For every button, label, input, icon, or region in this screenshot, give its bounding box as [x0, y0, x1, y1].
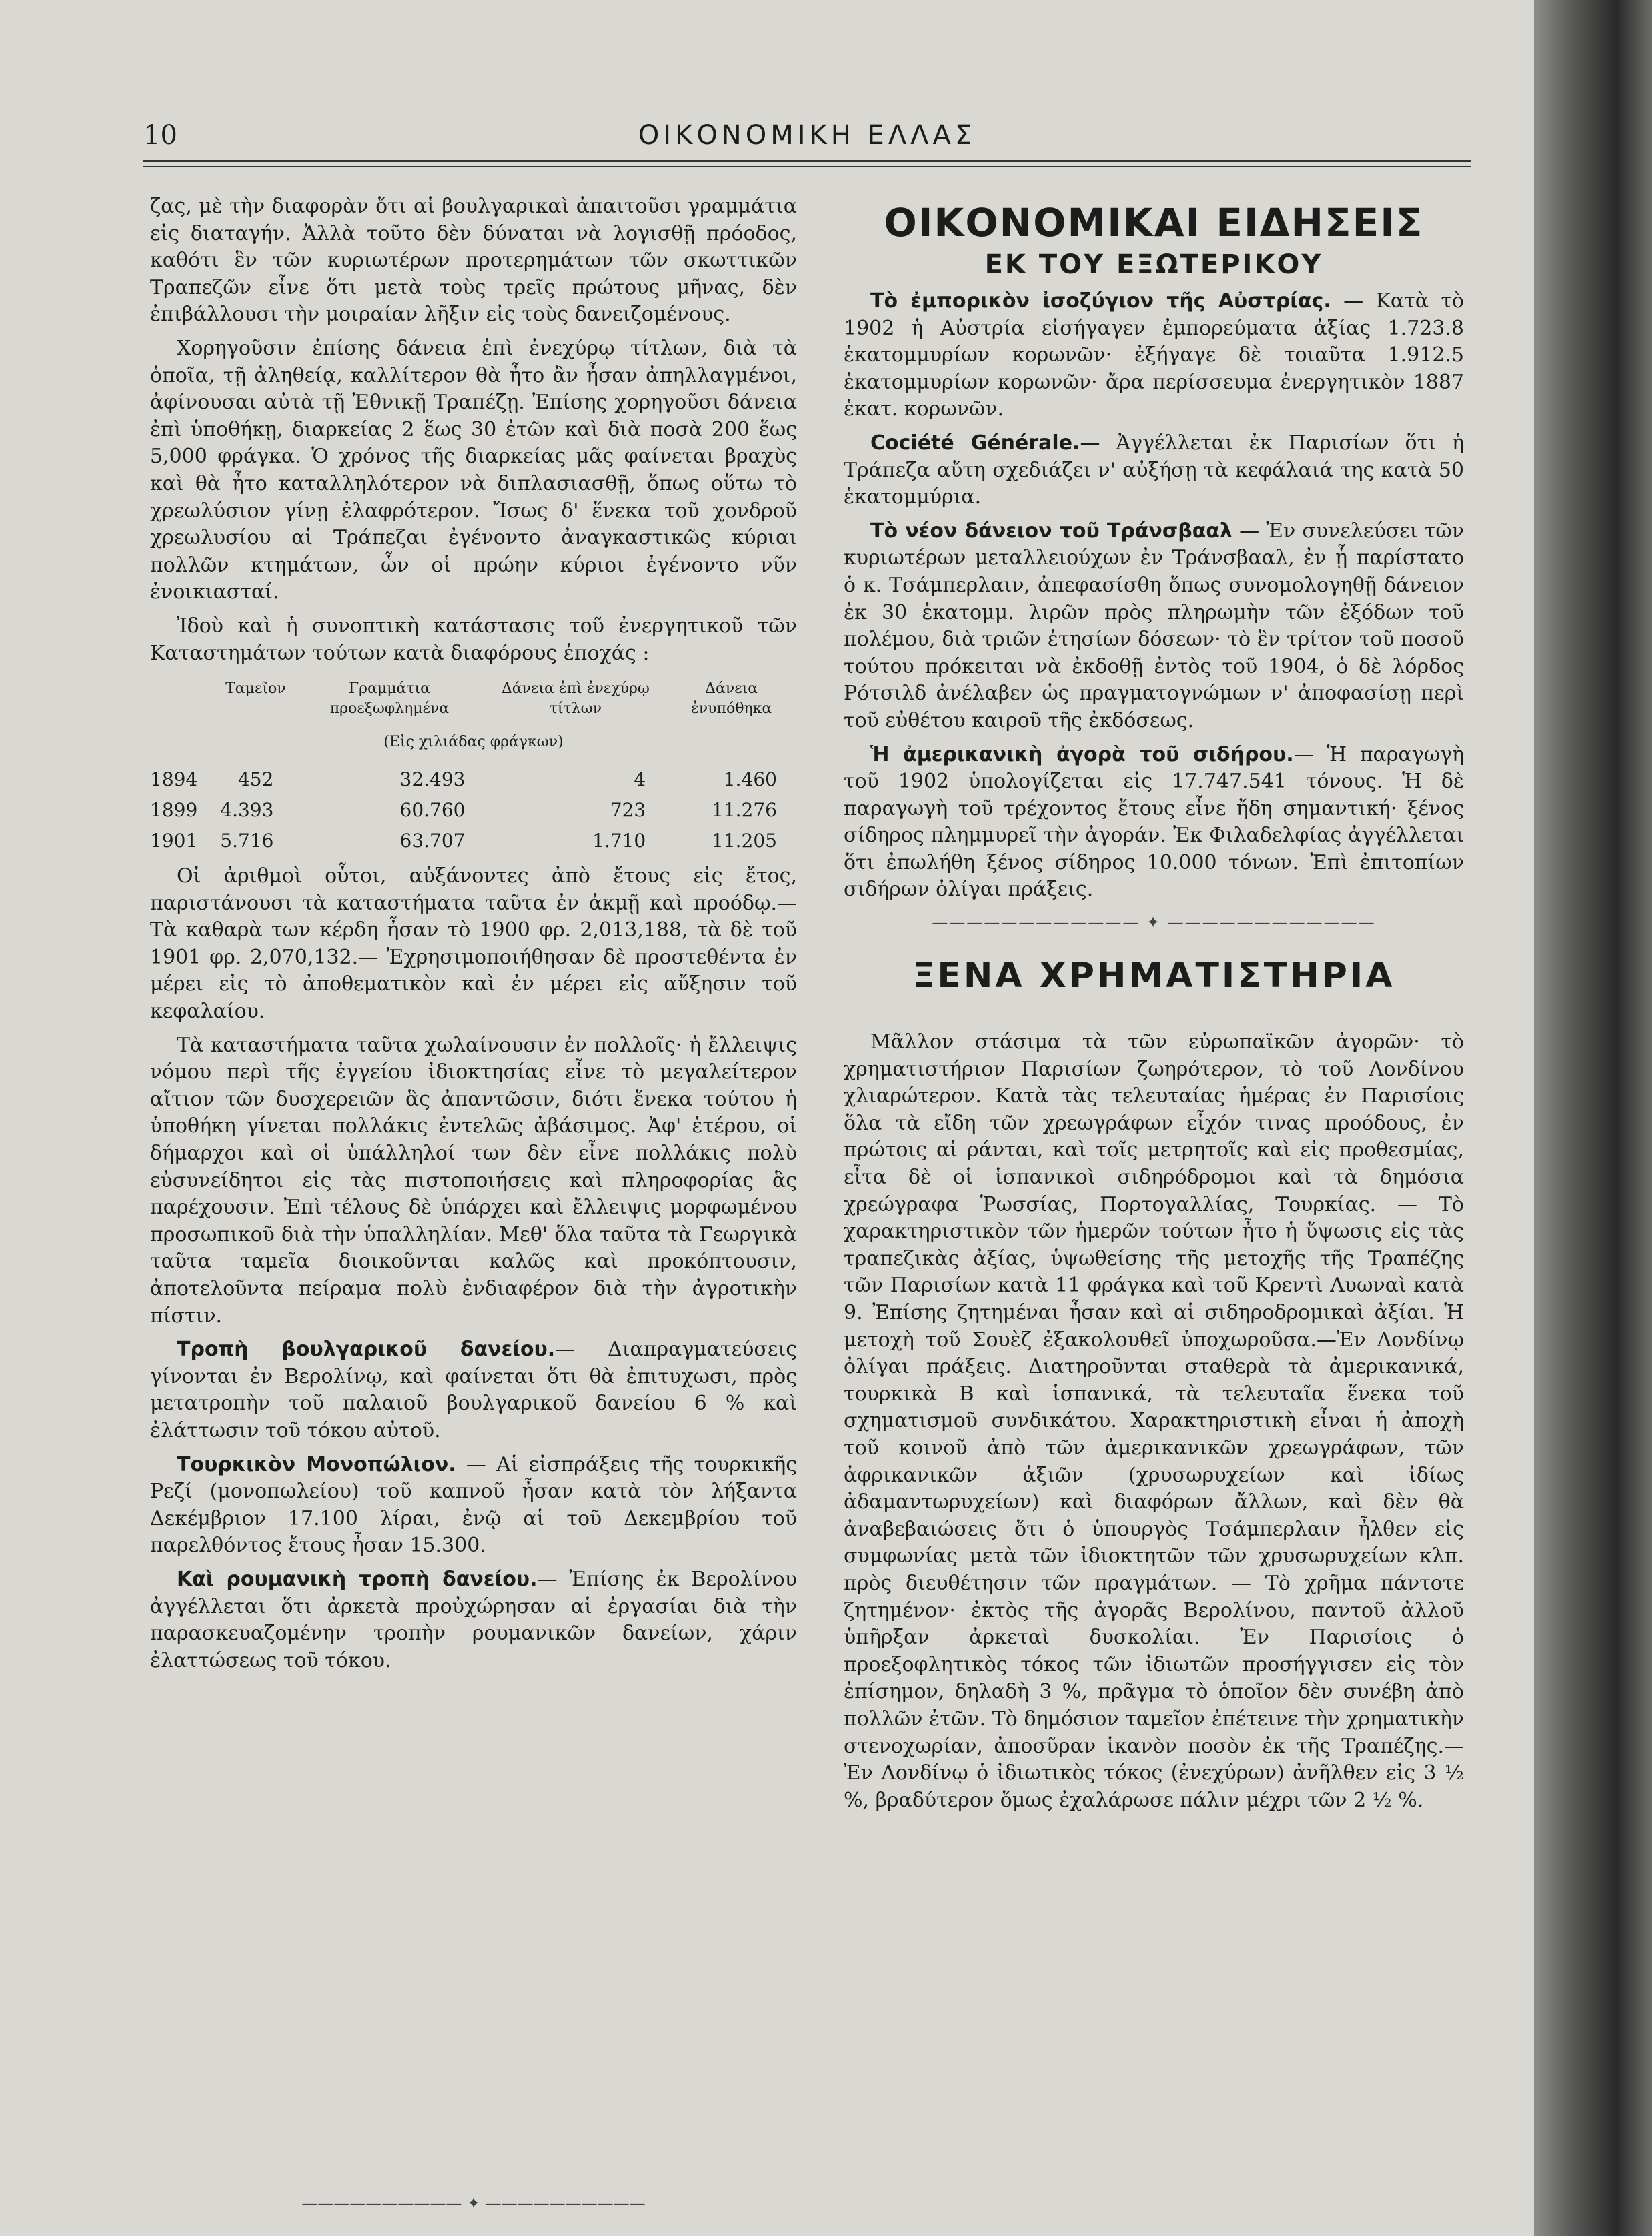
paragraph: ζας, μὲ τὴν διαφορὰν ὅτι αἱ βουλγαρικαὶ ἀπαιτοῦσι γραμμάτια εἰς διαταγήν. Ἀλλὰ τοῦτο δὲν δύναται νὰ λογισθῇ πρόοδος, καθότι ἓν τῶν κυριωτέρων προτερημάτων τῶν σκωττικῶν Τραπεζῶν εἶνε ὅτι μετὰ τοὺς τρεῖς πρώτους μῆνας, δὲν ἐπιβάλλουσι τὴν μοιραίαν λῆξιν εἰς τοὺς δανειζομένους.: [150, 195, 797, 327]
table-cell: 1894: [150, 768, 198, 791]
news-item-body: — Αἱ εἰσπράξεις τῆς τουρκικῆς Ρεζί (μονοπωλείου) τοῦ καπνοῦ ἦσαν κατὰ τὸν λήξαντα Δεκέμβριον 17.100 λίραι, ἐνῷ αἱ τοῦ Δεκεμβρίου τοῦ παρελθόντος ἔτους ἦσαν 15.300.: [150, 1452, 798, 1558]
table-header: Δάνεια ἐνυπόθηκα: [690, 680, 772, 718]
news-item-title: Τουρκικὸν Μονοπώλιον.: [177, 1452, 456, 1476]
table-cell: 63.707: [399, 830, 466, 852]
paragraph: Οἱ ἀριθμοὶ οὗτοι, αὐξάνοντες ἀπὸ ἔτους εἰς ἔτος, παριστάνουσι τὰ καταστήματα ταῦτα ἐν ἀκμῇ καὶ προόδῳ.— Τὰ καθαρὰ των κέρδη ἦσαν τὸ 1900 φρ. 2,013,188, τὰ δὲ τοῦ 1901 φρ. 2,070,132.— Ἐχρησιμοποιήθησαν δὲ προστεθέντα ἐν μέρει εἰς τὸ ἀποθεματικὸν καὶ ἐν μέρει εἰς αὔξησιν τοῦ κεφαλαίου.: [150, 864, 797, 1024]
table-header: Δάνεια ἐπὶ ἐνεχύρῳ τίτλων: [501, 680, 650, 718]
news-item: [150, 1336, 797, 1444]
paragraph: Μᾶλλον στάσιμα τὰ τῶν εὐρωπαϊκῶν ἀγορῶν· τὸ χρηματιστήριον Παρισίων ζωηρότερον, τὸ τοῦ Λονδίνου χλιαρώτερον. Κατὰ τὰς τελευταίας ἡμέρας ἐν Παρισίοις ὅλα τὰ εἴδη τῶν χρεωγράφων εἶχόν τινας προόδους, ἐν πρώτοις αἱ ράνται, καὶ τοῖς μετρητοῖς καὶ εἰς προθεσμίας, εἶτα δὲ οἱ ἱσπανικοὶ σιδηρόδρομοι καὶ τὰ δημόσια χρεώγραφα Ῥωσσίας, Πορτογαλλίας, Τουρκίας. — Τὸ χαρακτηριστικὸν τῶν ἡμερῶν τούτων ἦτο ἡ ὕψωσις εἰς τὰς τραπεζικὰς ἀξίας, ὑψωθείσης τῆς μετοχῆς τῆς Τραπέζης τῶν Παρισίων κατὰ 11 φράγκα καὶ τοῦ Κρεντὶ Λυωναὶ κατὰ 9. Ἐπίσης ζητημέναι ἦσαν καὶ αἱ σιδηροδρομικαὶ ἀξίαι. Ἡ μετοχὴ τοῦ Σουὲζ ἐξακολουθεῖ ὑποχωροῦσα.—Ἐν Λονδίνῳ ὀλίγαι πράξεις. Διατηροῦνται σταθερὰ τὰ ἀμερικανικά, τουρκικὰ Β καὶ ἱσπανικά, τὰ τελευταῖα ἕνεκα τοῦ σχηματισμοῦ συνδικάτου. Χαρακτηριστικὴ εἶναι ἡ ἀποχὴ τοῦ κοινοῦ ἀπὸ τῶν ἀμερικανικῶν χρεωγράφων, τῶν ἀφρικανικῶν ἀξιῶν (χρυσωρυχείων καὶ ἰδίως ἀδαμαντωρυχείων) καὶ διαφόρων ἄλλων, καὶ δὲν θὰ ἀναβεβαιώσεις ὅτι ὁ ὑπουργὸς Τσάμπερλαιν ἦλθεν εἰς συμφωνίας μετὰ τῶν ἰδιοκτητῶν τῶν χρυσωρυχείων κλπ. πρὸς διευθέτησιν τῶν πραγμάτων. — Τὸ χρῆμα πάντοτε ζητημένον· ἐκτὸς τῆς ἀγορᾶς Βερολίνου, παντοῦ ἀλλοῦ ὑπῆρξαν ἀρκεταὶ δυσκολίαι. Ἐν Παρισίοις ὁ προεξοφλητικὸς τόκος τῶν ἰδιωτῶν προσήγγισεν εἰς τὸν ἐπίσημον, δηλαδὴ 3 %, πρᾶγμα τὸ ὁποῖον δὲν συνέβη ἀπὸ πολλῶν ἐτῶν. Τὸ δημόσιον ταμεῖον ἐπέτεινε τὴν χρηματικὴν στενοχωρίαν, ἀποσῦραν ἱκανὸν ποσὸν ἐκ τῆς Τραπέζης.— Ἐν Λονδίνῳ ὁ ἰδιωτικὸς τόκος (ἐνεχύρων) ἀνῆλθεν εἰς 3 ½ %, βραδύτερον ὅμως ἐχαλάρωσε πάλιν μέχρι τῶν 2 ½ %.: [844, 1030, 1464, 1812]
table-cell: 4: [634, 768, 646, 791]
table-cell: 1.710: [592, 830, 646, 852]
news-item-title: Καὶ ρουμανικὴ τροπὴ δανείου.: [177, 1567, 538, 1591]
table-header: [150, 679, 217, 727]
table-cell: 32.493: [399, 768, 466, 791]
table-cell: 11.276: [712, 799, 777, 822]
table-cell: 4.393: [220, 799, 274, 822]
news-item-body: — Κατὰ τὸ 1902 ἡ Αὐστρία εἰσήγαγεν ἐμπορεύματα ἀξίας 1.723.8 ἑκατομμυρίων κορωνῶν· ἐξήγαγε δὲ τοιαῦτα 1.912.5 ἑκατομμυρίων κορωνῶν· ἄρα περίσσευμα ἐνεργητικὸν 1887 ἑκατ. κορωνῶν.: [844, 289, 1464, 421]
table-row: [150, 826, 797, 856]
table-cell: 1899: [150, 799, 198, 822]
table-cell: 5.716: [220, 830, 274, 852]
left-column: [150, 193, 797, 1681]
table-cell: 723: [610, 799, 646, 822]
table-header: Γραμμάτια προεξωφλημένα: [329, 680, 450, 718]
news-item-body: — Ἐν συνελεύσει τῶν κυριωτέρων μεταλλειούχων ἐν Τράνσβααλ, ἐν ᾗ παρίστατο ὁ κ. Τσάμπερλαιν, ἀπεφασίσθη ὅπως συνομολογηθῇ δάνειον ἐκ 30 ἑκατομμ. λιρῶν πρὸς πληρωμὴν τῶν ἐξόδων τοῦ πολέμου, διὰ τριῶν ἐτησίων δόσεων· τὸ ἓν τρίτον τοῦ ποσοῦ τούτου πρόκειται νὰ ἐκδοθῇ ἐντὸς τοῦ 1904, ὁ δὲ λόρδος Ρότσιλδ ἀνέλαβεν ὡς πραγματογνώμων ν' ἀποφασίσῃ περὶ τοῦ εὐθέτου καιροῦ τῆς ἐκδόσεως.: [844, 519, 1464, 732]
table-cell: 452: [237, 768, 274, 791]
news-item-title: Τροπὴ βουλγαρικοῦ δανείου.: [177, 1338, 556, 1362]
news-item-body: — Ἐπίσης ἐκ Βερολίνου ἀγγέλλεται ὅτι ἀρκετὰ προὐχώρησαν αἱ ἐργασίαι διὰ τὴν παρασκευαζομένην τροπὴν ρουμανικῶν δανείων, χάριν ἐλαττώσεως τοῦ τόκου.: [150, 1567, 797, 1672]
stats-table: [150, 679, 797, 856]
header-rule: [143, 160, 1471, 162]
table-cell: 1.460: [723, 768, 777, 791]
news-item-title: Cociété Générale.: [870, 431, 1080, 455]
news-item-body: — Ἀγγέλλεται ἐκ Παρισίων ὅτι ἡ Τράπεζα αὕτη σχεδιάζει ν' αὐξήσῃ τὰ κεφάλαιά της κατὰ 50 ἑκατομμύρια.: [844, 431, 1464, 509]
right-column: [844, 193, 1464, 1821]
table-cell: 11.205: [712, 830, 777, 852]
bottom-ornament: —————————— ✦ ——————————: [301, 2194, 646, 2213]
table-header: Ταμεῖον: [225, 680, 286, 698]
book-spine: [1534, 0, 1652, 2236]
table-header-row: [150, 679, 797, 727]
news-item-title: Τὸ νέον δάνειον τοῦ Τράνσβααλ: [870, 519, 1232, 543]
table-row: [150, 795, 797, 826]
news-item: [844, 430, 1464, 511]
table-row: [150, 764, 797, 795]
section-title: ΟΙΚΟΝΟΜΙΚΑΙ ΕΙΔΗΣΕΙΣ: [884, 200, 1424, 245]
news-item: [150, 1452, 797, 1560]
page-number: 10: [143, 120, 177, 151]
paragraph: Χορηγοῦσιν ἐπίσης δάνεια ἐπὶ ἐνεχύρῳ τίτλων, διὰ τὰ ὁποῖα, τῇ ἀληθείᾳ, καλλίτερον θὰ ἦτο ἂν ἦσαν ἀπηλλαγμένοι, ἀφίνουσαι αὐτὰ τῇ Ἐθνικῇ Τραπέζῃ. Ἐπίσης χορηγοῦσι δάνεια ἐπὶ ὑποθήκῃ, διαρκείας 2 ἕως 30 ἐτῶν καὶ διὰ ποσὰ 200 ἕως 5,000 φράγκα. Ὁ χρόνος τῆς διαρκείας μᾶς φαίνεται βραχὺς καὶ θὰ ἦτο καταλληλότερον νὰ διπλασιασθῇ, ὅπως οὕτω τὸ χρεωλύσιον γίνῃ ἐλαφρότερον. Ἴσως δ' ἕνεκα τοῦ χονδροῦ χρεωλυσίου αἱ Τράπεζαι ἐγένοντο ἀναγκαστικῶς κύριαι πολλῶν κτημάτων, ὧν οἱ πρώην κύριοι ἐγένοντο νῦν ἐνοικιασταί.: [150, 336, 797, 604]
news-item-title: Τὸ ἐμπορικὸν ἰσοζύγιον τῆς Αὐστρίας.: [870, 289, 1331, 313]
news-item: [844, 518, 1464, 735]
running-head: ΟΙΚΟΝΟΜΙΚΗ ΕΛΛΑΣ: [638, 120, 976, 151]
section-subtitle: ΕΚ ΤΟΥ ΕΞΩΤΕΡΙΚΟΥ: [984, 249, 1323, 280]
table-unit-note: (Εἰς χιλιάδας φράγκων): [383, 734, 564, 751]
news-item-body: — Ἡ παραγωγὴ τοῦ 1902 ὑπολογίζεται εἰς 17.747.541 τόνους. Ἡ δὲ παραγωγὴ τοῦ τρέχοντος ἔτους εἶνε ἤδη σημαντική· ξένος σίδηρος πλημμυρεῖ τὴν ἀγοράν. Ἐκ Φιλαδελφίας ἀγγέλλεται ὅτι ἐπωλήθη ξένος σίδηρος 10.000 τόνων. Ἐπὶ ἐπιτοπίων σιδήρων ὀλίγαι πράξεις.: [844, 742, 1464, 902]
news-item-body: — Διαπραγματεύσεις γίνονται ἐν Βερολίνῳ, καὶ φαίνεται ὅτι θὰ ἐπιτυχωσι, πρὸς μετατροπὴν τοῦ παλαιοῦ βουλγαρικοῦ δανείου 6 % καὶ ἐλάττωσιν τοῦ τόκου αὐτοῦ.: [150, 1338, 798, 1442]
news-item: [150, 1566, 797, 1674]
section-title: ΞΕΝΑ ΧΡΗΜΑΤΙΣΤΗΡΙΑ: [912, 956, 1395, 996]
paragraph: Τὰ καταστήματα ταῦτα χωλαίνουσιν ἐν πολλοῖς· ἡ ἔλλειψις νόμου περὶ τῆς ἐγγείου ἰδιοκτησίας εἶνε τὸ μεγαλείτερον αἴτιον τῶν δυσχερειῶν ἃς ἀπαντῶσιν, διότι ἕνεκα τούτου ἡ ὑποθήκη γίνεται πολλάκις ἐντελῶς ἀβάσιμος. Ἀφ' ἑτέρου, οἱ δήμαρχοι καὶ οἱ ὑπάλληλοί των δὲν εἶνε πολλάκις πολὺ εὐσυνείδητοι εἰς τὰς πιστοποιήσεις καὶ πληροφορίας ἃς παρέχουσιν. Ἐπὶ τέλους δὲ ὑπάρχει καὶ ἔλλειψις μορφωμένου προσωπικοῦ διὰ τὴν ὑπαλληλίαν. Μεθ' ὅλα ταῦτα τὰ Γεωργικὰ ταῦτα ταμεῖα διοικοῦνται καλῶς καὶ προκόπτουσιν, ἀποτελοῦντα πείραμα πολὺ ἐνδιαφέρον διὰ τὴν ἀγροτικὴν πίστιν.: [150, 1033, 797, 1328]
table-cell: 60.760: [399, 799, 466, 822]
news-item: [844, 742, 1464, 904]
table-cell: 1901: [150, 830, 198, 852]
news-item-title: Ἡ ἀμερικανικὴ ἀγορὰ τοῦ σιδήρου.: [870, 742, 1294, 766]
news-item: [844, 288, 1464, 423]
page-header: [143, 120, 1471, 160]
divider-ornament: ———————————— ✦ ————————————: [932, 913, 1376, 932]
header-rule-thin: [143, 166, 1471, 167]
paragraph: Ἰδοὺ καὶ ἡ συνοπτικὴ κατάστασις τοῦ ἐνεργητικοῦ τῶν Καταστημάτων τούτων κατὰ διαφόρους ἐποχάς :: [150, 614, 797, 665]
